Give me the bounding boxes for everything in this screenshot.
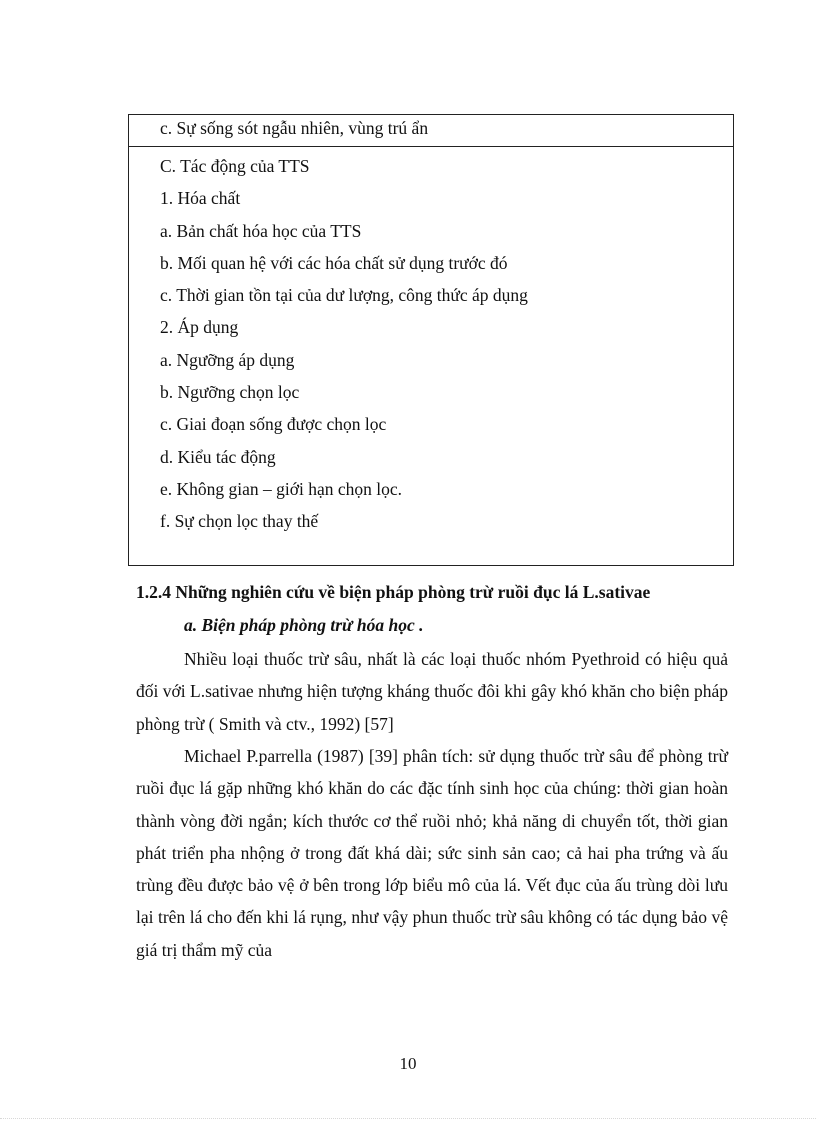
list-item: C. Tác động của TTS (160, 156, 310, 176)
list-item: a. Bản chất hóa học của TTS (160, 220, 362, 241)
section-heading: 1.2.4 Những nghiên cứu về biện pháp phòng trừ ruồi đục lá L.sativae (136, 582, 651, 602)
list-item: c. Thời gian tồn tại của dư lượng, công thức áp dụng (160, 285, 528, 306)
list-item: c. Giai đoạn sống được chọn lọc (160, 414, 387, 435)
table-divider (129, 146, 733, 147)
list-item: b. Mối quan hệ với các hóa chất sử dụng trước đó (160, 252, 508, 273)
page-bottom-rule (0, 1118, 816, 1119)
list-item: f. Sự chọn lọc thay thế (160, 511, 319, 532)
list-item: b. Ngưỡng chọn lọc (160, 382, 300, 403)
list-item: a. Ngưỡng áp dụng (160, 349, 295, 370)
table-row-first: c. Sự sống sót ngẫu nhiên, vùng trú ẩn (160, 118, 429, 138)
table-list (160, 150, 528, 538)
paragraph: Michael P.parrella (1987) [39] phân tích: sử dụng thuốc trừ sâu để phòng trừ ruồi đục lá gặp những khó khăn do các đặc tính sinh học của chúng: thời gian hoàn thành vòng đời ngắn; kích thước cơ thể ruồi nhỏ; khả năng di chuyển tốt, thời gian phát triển pha nhộng ở trong đất khá dài; sức sinh sản cao; cả hai pha trứng và ấu trùng đều được bảo vệ ở bên trong lớp biểu mô của lá. Vết đục của ấu trùng dòi lưu lại trên lá cho đến khi lá rụng, như vậy phun thuốc trừ sâu không có tác dụng bảo vệ giá trị thẩm mỹ của (136, 746, 728, 960)
list-item: d. Kiểu tác động (160, 446, 276, 467)
list-item: 1. Hóa chất (160, 188, 241, 209)
criteria-table (128, 114, 734, 566)
list-item: 2. Áp dụng (160, 317, 239, 338)
paragraph: Nhiều loại thuốc trừ sâu, nhất là các loại thuốc nhóm Pyethroid có hiệu quả đối với L.sativae nhưng hiện tượng kháng thuốc đôi khi gây khó khăn cho biện pháp phòng trừ ( Smith và ctv., 1992) [57] (136, 649, 728, 734)
section-subheading: a. Biện pháp phòng trừ hóa học . (184, 615, 424, 635)
list-item: e. Không gian – giới hạn chọn lọc. (160, 478, 403, 499)
page-number: 10 (399, 1054, 417, 1073)
